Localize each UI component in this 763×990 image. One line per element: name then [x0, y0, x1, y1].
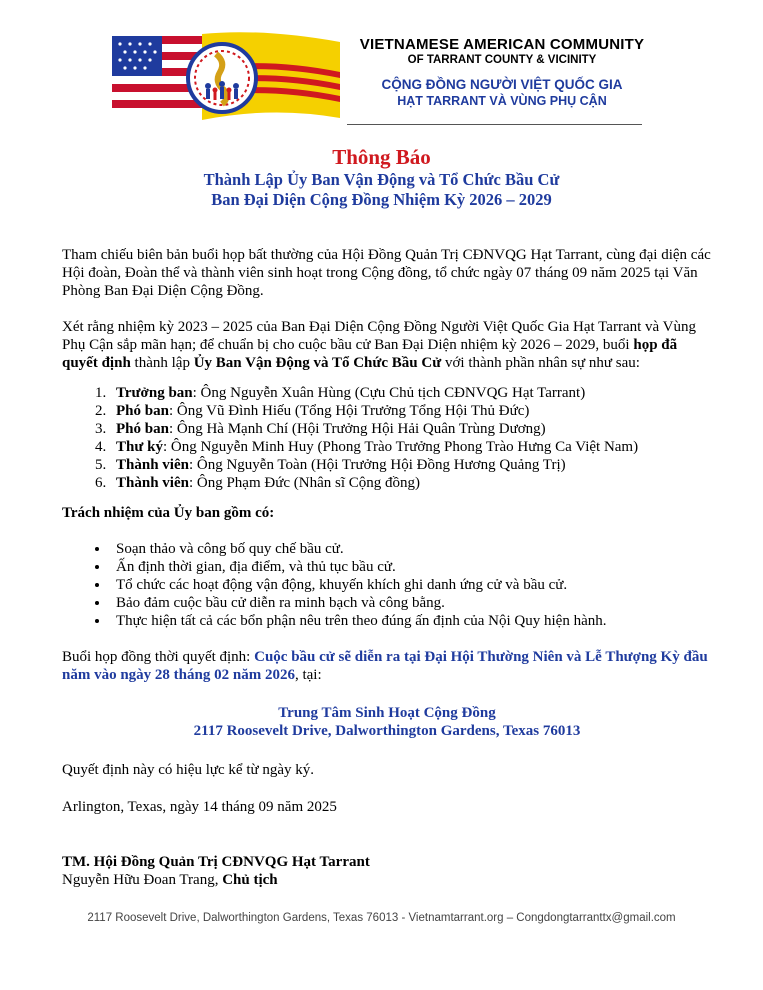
member-role: Trưởng ban: [116, 385, 193, 401]
list-item: • Soạn thảo và công bố quy chế bầu cử.: [110, 540, 712, 558]
member-role: Thư ký: [116, 439, 163, 455]
paragraph-election-decision: [62, 648, 712, 684]
org-name-vi-line1: CỘNG ĐỒNG NGƯỜI VIỆT QUỐC GIA: [381, 77, 623, 92]
member-detail: : Ông Nguyễn Minh Huy (Phong Trào Trưởng Phong Trào Hưng Ca Việt Nam): [162, 439, 639, 455]
member-detail: : Ông Nguyễn Xuân Hùng (Cựu Chủ tịch CĐNVQG Hạt Tarrant): [192, 385, 586, 401]
list-item: • Thực hiện tất cả các bổn phận nêu trên theo đúng ấn định của Nội Quy hiện hành.: [110, 612, 712, 630]
signature-line: [62, 871, 370, 889]
responsibilities-heading: Trách nhiệm của Ủy ban gồm có:: [62, 505, 275, 521]
org-name-vi-line2: HẠT TARRANT VÀ VÙNG PHỤ CẬN: [397, 94, 607, 108]
member-detail: : Ông Vũ Đình Hiếu (Tổng Hội Trưởng Tổng Hội Thủ Đức): [168, 403, 530, 419]
p2-text-a: Xét rằng nhiệm kỳ 2023 – 2025 của Ban Đại Diện Cộng Đồng Người Việt Quốc Gia Hạt Tarrant và Vùng Phụ Cận sắp mãn hạn; để chuẩn bị cho cuộc bầu cử Ban Đại Diện nhiệm kỳ 2026 – 2029, buổi: [62, 319, 696, 353]
title-sub1: Thành Lập Ủy Ban Vận Động và Tổ Chức Bầu Cử: [203, 170, 560, 189]
effective-statement: Quyết định này có hiệu lực kể từ ngày ký.: [62, 762, 315, 778]
title-sub2: Ban Đại Diện Cộng Đồng Nhiệm Kỳ 2026 – 2029: [211, 190, 552, 209]
list-item: [110, 402, 712, 420]
list-item: [110, 438, 712, 456]
org-name-en-line2: OF TARRANT COUNTY & VICINITY: [407, 54, 597, 66]
signer-title: Chủ tịch: [222, 872, 278, 888]
page-footer: 2117 Roosevelt Drive, Dalworthington Gardens, Texas 76013 - Vietnamtarrant.org – Congdongtarranttx@gmail.com: [87, 912, 676, 924]
list-item: [110, 474, 712, 492]
committee-member-list: [62, 384, 712, 492]
member-detail: : Ông Phạm Đức (Nhân sĩ Cộng đồng): [188, 475, 420, 491]
responsibilities-list: [62, 540, 712, 630]
paragraph-decision: [62, 318, 712, 372]
p2-text-b: họp đã quyết định: [62, 337, 678, 371]
letterhead: [112, 28, 652, 133]
place-date: Arlington, Texas, ngày 14 tháng 09 năm 2025: [62, 799, 337, 815]
p2-text-d: Ủy Ban Vận Động và Tổ Chức Bầu Cử: [193, 355, 442, 371]
announcement-title: [0, 144, 763, 210]
list-item: [110, 384, 712, 402]
list-item: [110, 420, 712, 438]
announcement-body: [62, 246, 712, 816]
signer-name: Nguyễn Hữu Đoan Trang,: [62, 872, 223, 888]
list-item: [110, 456, 712, 474]
signature-organization: TM. Hội Đồng Quản Trị CĐNVQG Hạt Tarrant: [62, 854, 370, 870]
organization-name: [352, 36, 652, 108]
p2-text-c: thành lập: [130, 355, 194, 371]
member-role: Thành viên: [116, 457, 189, 473]
member-detail: : Ông Hà Mạnh Chí (Hội Trưởng Hội Hải Quân Trùng Dương): [168, 421, 546, 437]
member-role: Phó ban: [116, 421, 169, 437]
title-main: Thông Báo: [332, 145, 431, 169]
decision-text-c: , tại:: [294, 667, 322, 683]
list-item: • Ấn định thời gian, địa điểm, và thủ tục bầu cử.: [110, 558, 712, 576]
paragraph-reference: Tham chiếu biên bản buổi họp bất thường của Hội Đồng Quản Trị CĐNVQG Hạt Tarrant, cùng đại diện các Hội đoàn, Đoàn thể và thành viên sinh hoạt trong Cộng đồng, tổ chức ngày 07 tháng 09 năm 2025 tại Văn Phòng Ban Đại Diện Cộng Đồng.: [62, 247, 711, 299]
member-detail: : Ông Nguyễn Toàn (Hội Trưởng Hội Đồng Hương Quảng Trị): [188, 457, 566, 473]
p2-text-e: với thành phần nhân sự như sau:: [441, 355, 640, 371]
decision-text-b: Cuộc bầu cử sẽ diễn ra tại Đại Hội Thường Niên và Lễ Thượng Kỳ đầu năm vào ngày 28 tháng 02 năm 2026: [62, 649, 708, 683]
member-role: Thành viên: [116, 475, 189, 491]
venue-address: 2117 Roosevelt Drive, Dalworthington Gardens, Texas 76013: [193, 723, 581, 739]
org-name-en-line1: VIETNAMESE AMERICAN COMMUNITY: [359, 36, 645, 53]
list-item: • Tổ chức các hoạt động vận động, khuyến khích ghi danh ứng cử và bầu cử.: [110, 576, 712, 594]
signature-block: [62, 853, 370, 889]
venue-block: [62, 704, 712, 740]
decision-text-a: Buổi họp đồng thời quyết định:: [62, 649, 255, 665]
list-item: • Bảo đảm cuộc bầu cử diễn ra minh bạch và công bằng.: [110, 594, 712, 612]
member-role: Phó ban: [116, 403, 169, 419]
header-divider: [347, 124, 642, 125]
flags-community-emblem-icon: [112, 28, 342, 128]
venue-name: Trung Tâm Sinh Hoạt Cộng Đồng: [278, 705, 496, 721]
